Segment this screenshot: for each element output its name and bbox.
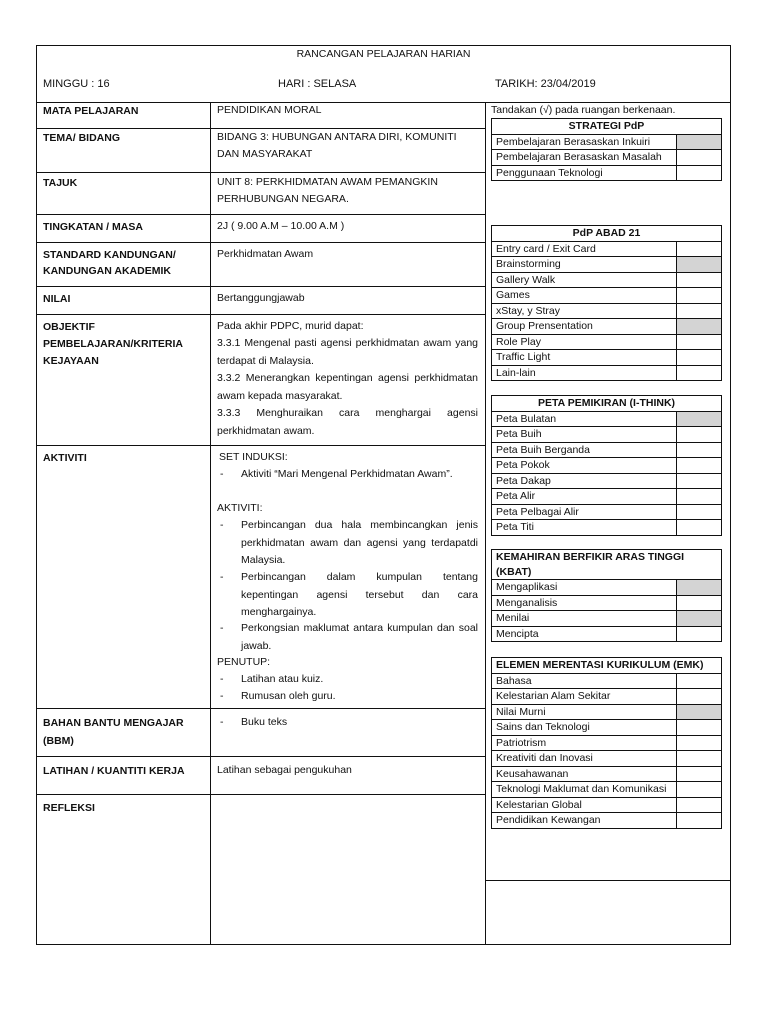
- checklist-label: Peta Buih: [492, 427, 677, 443]
- bullet-dash: -: [220, 673, 224, 685]
- penutup-item: Latihan atau kuiz.: [241, 673, 324, 685]
- objektif-item: 3.3.2 Menerangkan kepentingan agensi perkhidmatan awam kepada masyarakat.: [217, 372, 478, 402]
- kbat-table: [491, 549, 722, 642]
- checklist-row: [492, 365, 722, 381]
- bullet-dash: -: [220, 519, 224, 531]
- checklist-row: [492, 134, 722, 150]
- tema-value-line-1: BIDANG 3: HUBUNGAN ANTARA DIRI, KOMUNITI: [217, 131, 457, 143]
- aktiviti-item: Perkongsian maklumat antara kumpulan dan soal jawab.: [241, 622, 478, 652]
- objektif-item: 3.3.1 Mengenal pasti agensi perkhidmatan awam yang terdapat di Malaysia.: [217, 337, 478, 367]
- checklist-label: Nilai Murni: [492, 704, 677, 720]
- checkbox-cell[interactable]: [677, 689, 722, 705]
- objektif-label-line-3: KEJAYAAN: [43, 355, 99, 367]
- checklist-label: Lain-lain: [492, 365, 677, 381]
- checklist-row: [492, 704, 722, 720]
- checklist-label: Pembelajaran Berasaskan Inkuiri: [492, 134, 677, 150]
- checklist-row: [492, 319, 722, 335]
- checklist-label: Peta Titi: [492, 520, 677, 536]
- checklist-row: [492, 782, 722, 798]
- checkbox-cell[interactable]: [677, 673, 722, 689]
- page-title: RANCANGAN PELAJARAN HARIAN: [296, 48, 471, 60]
- strategi-title: STRATEGI PdP: [492, 119, 722, 135]
- checklist-row: [492, 288, 722, 304]
- checkbox-cell[interactable]: [677, 813, 722, 829]
- bbm-label-line-1: BAHAN BANTU MENGAJAR: [43, 717, 184, 729]
- checklist-label: Pembelajaran Berasaskan Masalah: [492, 150, 677, 166]
- bbm-item: Buku teks: [241, 716, 288, 728]
- tema-value-line-2: DAN MASYARAKAT: [217, 148, 313, 160]
- checkbox-cell[interactable]: [677, 720, 722, 736]
- tema-label: TEMA/ BIDANG: [43, 132, 120, 144]
- bullet-dash: -: [220, 571, 224, 583]
- checklist-label: Kreativiti dan Inovasi: [492, 751, 677, 767]
- checklist-label: Peta Buih Berganda: [492, 442, 677, 458]
- checklist-row: [492, 520, 722, 536]
- checklist-label: Peta Bulatan: [492, 411, 677, 427]
- checkbox-cell[interactable]: [677, 504, 722, 520]
- checklist-row: [492, 751, 722, 767]
- induksi-item: Aktiviti “Mari Mengenal Perkhidmatan Awam”.: [241, 468, 453, 480]
- checklist-row: [492, 813, 722, 829]
- checklist-row: [492, 427, 722, 443]
- aktiviti-heading: AKTIVITI:: [217, 502, 263, 514]
- checklist-label: Peta Pokok: [492, 458, 677, 474]
- checklist-label: Mengaplikasi: [492, 580, 677, 596]
- mata-pelajaran-label: MATA PELAJARAN: [43, 105, 139, 117]
- checkbox-cell[interactable]: [677, 319, 722, 335]
- checklist-label: Teknologi Maklumat dan Komunikasi: [492, 782, 677, 798]
- checklist-row: [492, 689, 722, 705]
- checklist-label: xStay, y Stray: [492, 303, 677, 319]
- checklist-label: Sains dan Teknologi: [492, 720, 677, 736]
- checklist-row: [492, 504, 722, 520]
- checklist-label: Bahasa: [492, 673, 677, 689]
- checklist-row: [492, 735, 722, 751]
- checkbox-cell[interactable]: [677, 411, 722, 427]
- checklist-row: [492, 673, 722, 689]
- checkbox-cell[interactable]: [677, 735, 722, 751]
- objektif-item: 3.3.3 Menghuraikan cara menghargai agensi perkhidmatan awam.: [217, 407, 478, 437]
- checkbox-cell[interactable]: [677, 626, 722, 642]
- checkbox-cell[interactable]: [677, 704, 722, 720]
- latihan-label: LATIHAN / KUANTITI KERJA: [43, 765, 185, 777]
- tajuk-value-line-1: UNIT 8: PERKHIDMATAN AWAM PEMANGKIN: [217, 176, 438, 188]
- aktiviti-item: Perbincangan dalam kumpulan tentang kepentingan agensi tersebut dan cara menghargainya.: [241, 571, 478, 618]
- checklist-row: [492, 241, 722, 257]
- checklist-row: [492, 150, 722, 166]
- checklist-label: Pendidikan Kewangan: [492, 813, 677, 829]
- checklist-label: Group Prensentation: [492, 319, 677, 335]
- checkbox-cell[interactable]: [677, 427, 722, 443]
- bbm-label-line-2: (BBM): [43, 735, 74, 747]
- checklist-row: [492, 334, 722, 350]
- checklist-label: Role Play: [492, 334, 677, 350]
- tajuk-value-line-2: PERHUBUNGAN NEGARA.: [217, 193, 349, 205]
- checkbox-cell[interactable]: [677, 595, 722, 611]
- checkbox-cell[interactable]: [677, 442, 722, 458]
- checkbox-cell[interactable]: [677, 489, 722, 505]
- checklist-row: [492, 611, 722, 627]
- checkbox-cell[interactable]: [677, 766, 722, 782]
- checkbox-cell[interactable]: [677, 241, 722, 257]
- checklist-row: [492, 580, 722, 596]
- checklist-row: [492, 720, 722, 736]
- bullet-dash: -: [220, 622, 224, 634]
- refleksi-label: REFLEKSI: [43, 802, 95, 814]
- checklist-label: Kelestarian Alam Sekitar: [492, 689, 677, 705]
- checklist-row: [492, 411, 722, 427]
- checkbox-cell[interactable]: [677, 580, 722, 596]
- checklist-label: Brainstorming: [492, 257, 677, 273]
- hari-field: HARI : SELASA: [278, 78, 357, 90]
- aktiviti-item: Perbincangan dua hala membincangkan jenis perkhidmatan awam dan agensi yang terdapatdi Malaysia.: [241, 519, 478, 566]
- ithink-title: PETA PEMIKIRAN (I-THINK): [492, 396, 722, 412]
- checkbox-cell[interactable]: [677, 303, 722, 319]
- nilai-label: NILAI: [43, 293, 71, 305]
- checkbox-cell[interactable]: [677, 473, 722, 489]
- minggu-field: MINGGU : 16: [43, 78, 110, 90]
- checklist-label: Patriotrism: [492, 735, 677, 751]
- checklist-row: [492, 257, 722, 273]
- checkbox-cell[interactable]: [677, 520, 722, 536]
- checklist-label: Peta Pelbagai Alir: [492, 504, 677, 520]
- checklist-label: Kelestarian Global: [492, 797, 677, 813]
- checklist-label: Menilai: [492, 611, 677, 627]
- aktiviti-label: AKTIVITI: [43, 452, 87, 464]
- checkbox-cell[interactable]: [677, 334, 722, 350]
- bullet-dash: -: [220, 716, 224, 728]
- checklist-row: [492, 766, 722, 782]
- checkbox-cell[interactable]: [677, 611, 722, 627]
- checklist-row: [492, 489, 722, 505]
- penutup-item: Rumusan oleh guru.: [241, 690, 336, 702]
- checkbox-cell[interactable]: [677, 365, 722, 381]
- checklist-row: [492, 595, 722, 611]
- checkbox-cell[interactable]: [677, 134, 722, 150]
- checklist-label: Entry card / Exit Card: [492, 241, 677, 257]
- checklist-row: [492, 272, 722, 288]
- checkbox-cell[interactable]: [677, 751, 722, 767]
- checkbox-cell[interactable]: [677, 350, 722, 366]
- mata-pelajaran-value: PENDIDIKAN MORAL: [217, 104, 322, 116]
- set-induksi-heading: SET INDUKSI:: [219, 451, 288, 463]
- standard-label-line-1: STANDARD KANDUNGAN/: [43, 249, 176, 261]
- checkbox-cell[interactable]: [677, 782, 722, 798]
- nilai-value: Bertanggungjawab: [217, 292, 305, 304]
- tick-instruction: Tandakan (√) pada ruangan berkenaan.: [491, 104, 676, 116]
- bullet-dash: -: [220, 690, 224, 702]
- tingkatan-value: 2J ( 9.00 A.M – 10.00 A.M ): [217, 220, 345, 232]
- tingkatan-label: TINGKATAN / MASA: [43, 221, 143, 233]
- checkbox-cell[interactable]: [677, 288, 722, 304]
- checklist-row: [492, 303, 722, 319]
- checklist-row: [492, 350, 722, 366]
- checklist-row: [492, 473, 722, 489]
- latihan-value: Latihan sebagai pengukuhan: [217, 764, 352, 776]
- checklist-row: [492, 626, 722, 642]
- abad21-table: [491, 225, 722, 381]
- penutup-heading: PENUTUP:: [217, 656, 271, 668]
- bullet-dash: -: [220, 468, 224, 480]
- checkbox-cell[interactable]: [677, 272, 722, 288]
- standard-value: Perkhidmatan Awam: [217, 248, 314, 260]
- checklist-label: Keusahawanan: [492, 766, 677, 782]
- checklist-row: [492, 797, 722, 813]
- strategi-table: [491, 118, 722, 181]
- checklist-row: [492, 165, 722, 181]
- checkbox-cell[interactable]: [677, 150, 722, 166]
- objektif-label-line-2: PEMBELAJARAN/KRITERIA: [43, 338, 184, 350]
- checklist-label: Peta Alir: [492, 489, 677, 505]
- abad21-title: PdP ABAD 21: [492, 226, 722, 242]
- objektif-label-line-1: OBJEKTIF: [43, 321, 95, 333]
- tarikh-field: TARIKH: 23/04/2019: [495, 78, 596, 90]
- objektif-intro: Pada akhir PDPC, murid dapat:: [217, 320, 364, 332]
- checkbox-cell[interactable]: [677, 257, 722, 273]
- checklist-label: Mencipta: [492, 626, 677, 642]
- checklist-label: Traffic Light: [492, 350, 677, 366]
- kbat-title: KEMAHIRAN BERFIKIR ARAS TINGGI (KBAT): [492, 550, 722, 580]
- tajuk-label: TAJUK: [43, 177, 78, 189]
- checkbox-cell[interactable]: [677, 165, 722, 181]
- ithink-table: [491, 395, 722, 536]
- emk-title: ELEMEN MERENTASI KURIKULUM (EMK): [492, 658, 722, 674]
- checkbox-cell[interactable]: [677, 797, 722, 813]
- checklist-label: Peta Dakap: [492, 473, 677, 489]
- checklist-row: [492, 458, 722, 474]
- checklist-label: Gallery Walk: [492, 272, 677, 288]
- checkbox-cell[interactable]: [677, 458, 722, 474]
- checklist-label: Menganalisis: [492, 595, 677, 611]
- emk-table: [491, 657, 722, 829]
- checklist-label: Penggunaan Teknologi: [492, 165, 677, 181]
- standard-label-line-2: KANDUNGAN AKADEMIK: [43, 265, 171, 277]
- checklist-row: [492, 442, 722, 458]
- checklist-label: Games: [492, 288, 677, 304]
